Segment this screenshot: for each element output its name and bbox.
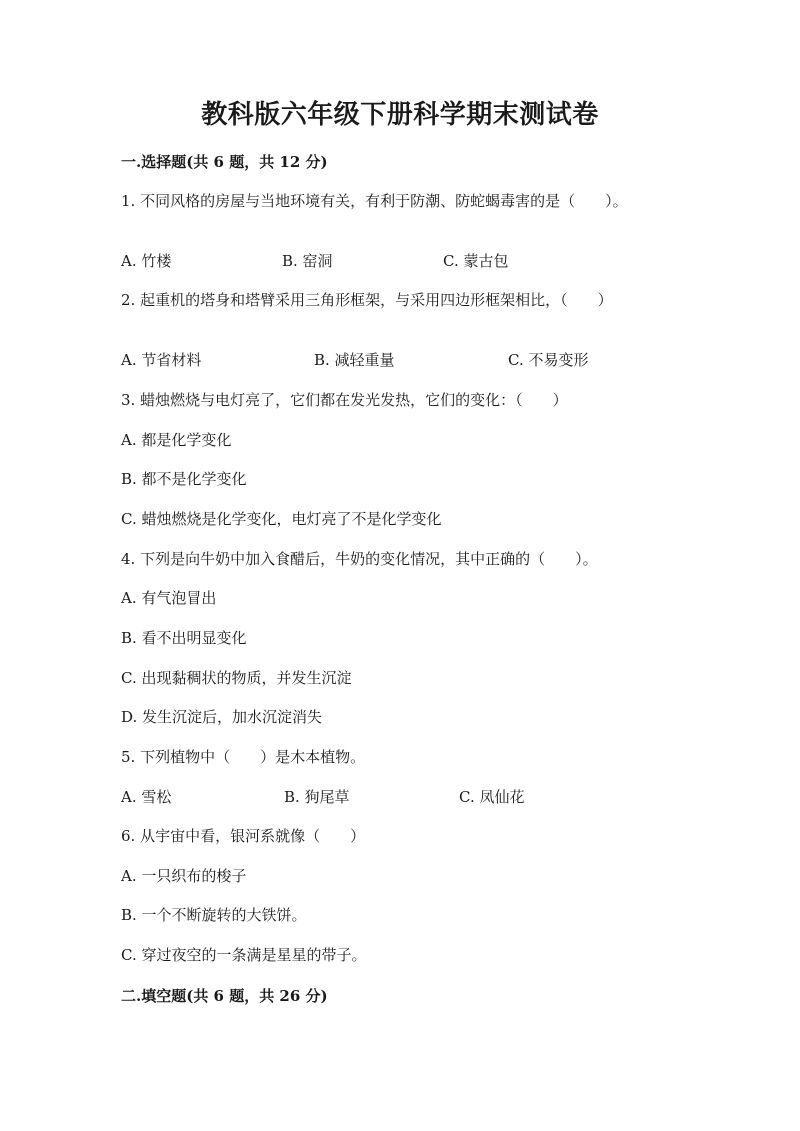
question-6-option-b: B. 一个不断旋转的大铁饼。	[121, 906, 307, 924]
question-3-option-c: C. 蜡烛燃烧是化学变化，电灯亮了不是化学变化	[121, 510, 442, 528]
question-4-option-a: A. 有气泡冒出	[121, 589, 217, 607]
question-5-option-b: B. 狗尾草	[284, 788, 350, 806]
question-6-option-c: C. 穿过夜空的一条满是星星的带子。	[121, 946, 367, 964]
section-heading-choice: 一.选择题(共 6 题，共 12 分)	[121, 153, 328, 171]
question-5-option-c: C. 凤仙花	[459, 788, 525, 806]
question-1-text: 1. 不同风格的房屋与当地环境有关，有利于防潮、防蛇蝎毒害的是（ ）。	[121, 192, 628, 210]
question-3-option-b: B. 都不是化学变化	[121, 470, 247, 488]
question-5-option-a: A. 雪松	[121, 788, 172, 806]
question-4-option-d: D. 发生沉淀后，加水沉淀消失	[121, 708, 323, 726]
question-2-option-a: A. 节省材料	[121, 351, 202, 369]
question-4-option-c: C. 出现黏稠状的物质，并发生沉淀	[121, 669, 352, 687]
page-title: 教科版六年级下册科学期末测试卷	[201, 100, 599, 130]
question-4-option-b: B. 看不出明显变化	[121, 629, 247, 647]
question-2-option-b: B. 减轻重量	[314, 351, 395, 369]
question-3-text: 3. 蜡烛燃烧与电灯亮了，它们都在发光发热，它们的变化：（ ）	[121, 391, 568, 409]
question-1-option-a: A. 竹楼	[121, 252, 172, 270]
question-2-text: 2. 起重机的塔身和塔臂采用三角形框架，与采用四边形框架相比，（ ）	[121, 291, 613, 309]
question-6-option-a: A. 一只织布的梭子	[121, 867, 247, 885]
question-4-text: 4. 下列是向牛奶中加入食醋后，牛奶的变化情况，其中正确的（ ）。	[121, 550, 598, 568]
question-5-text: 5. 下列植物中（ ）是木本植物。	[121, 748, 366, 766]
question-6-text: 6. 从宇宙中看，银河系就像（ ）	[121, 827, 366, 845]
question-1-option-c: C. 蒙古包	[443, 252, 509, 270]
question-2-option-c: C. 不易变形	[508, 351, 589, 369]
question-1-option-b: B. 窑洞	[282, 252, 333, 270]
section-heading-fill-blank: 二.填空题(共 6 题，共 26 分)	[121, 987, 328, 1005]
question-3-option-a: A. 都是化学变化	[121, 431, 232, 449]
